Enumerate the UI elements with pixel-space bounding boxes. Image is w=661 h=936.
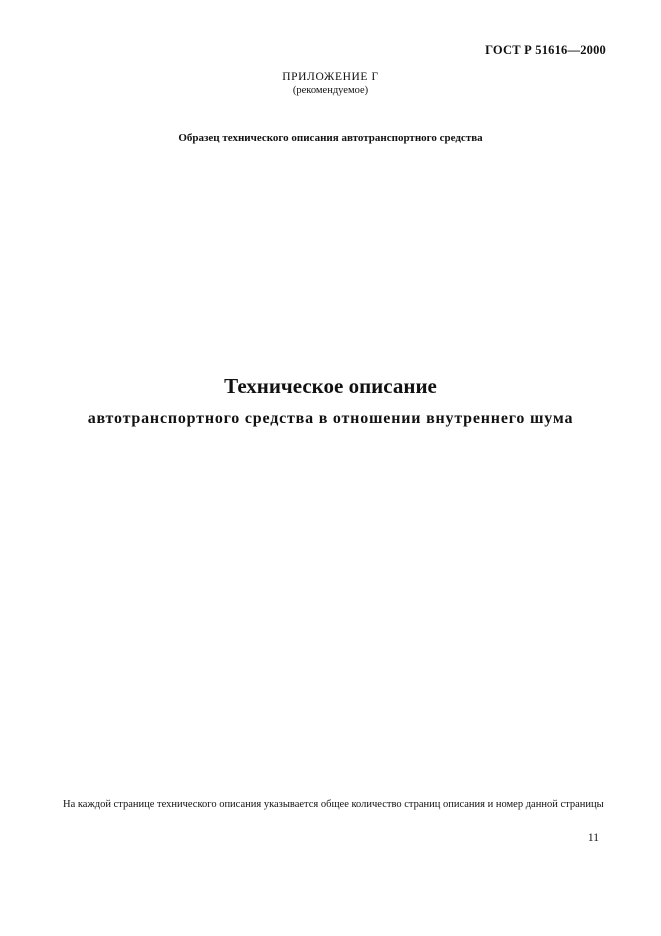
footnote: На каждой странице технического описания указывается общее количество страниц описания и номер данной страницы <box>63 799 604 810</box>
appendix-note: (рекомендуемое) <box>292 85 369 96</box>
main-title: Техническое описание <box>224 374 437 398</box>
appendix-heading <box>0 71 661 97</box>
appendix-label: ПРИЛОЖЕНИЕ Г <box>282 71 379 83</box>
main-subtitle: автотранспортного средства в отношении внутреннего шума <box>87 410 574 427</box>
document-code: ГОСТ Р 51616—2000 <box>485 43 606 57</box>
page-number: 11 <box>587 832 599 844</box>
sample-title: Образец технического описания автотранспортного средства <box>178 132 483 144</box>
